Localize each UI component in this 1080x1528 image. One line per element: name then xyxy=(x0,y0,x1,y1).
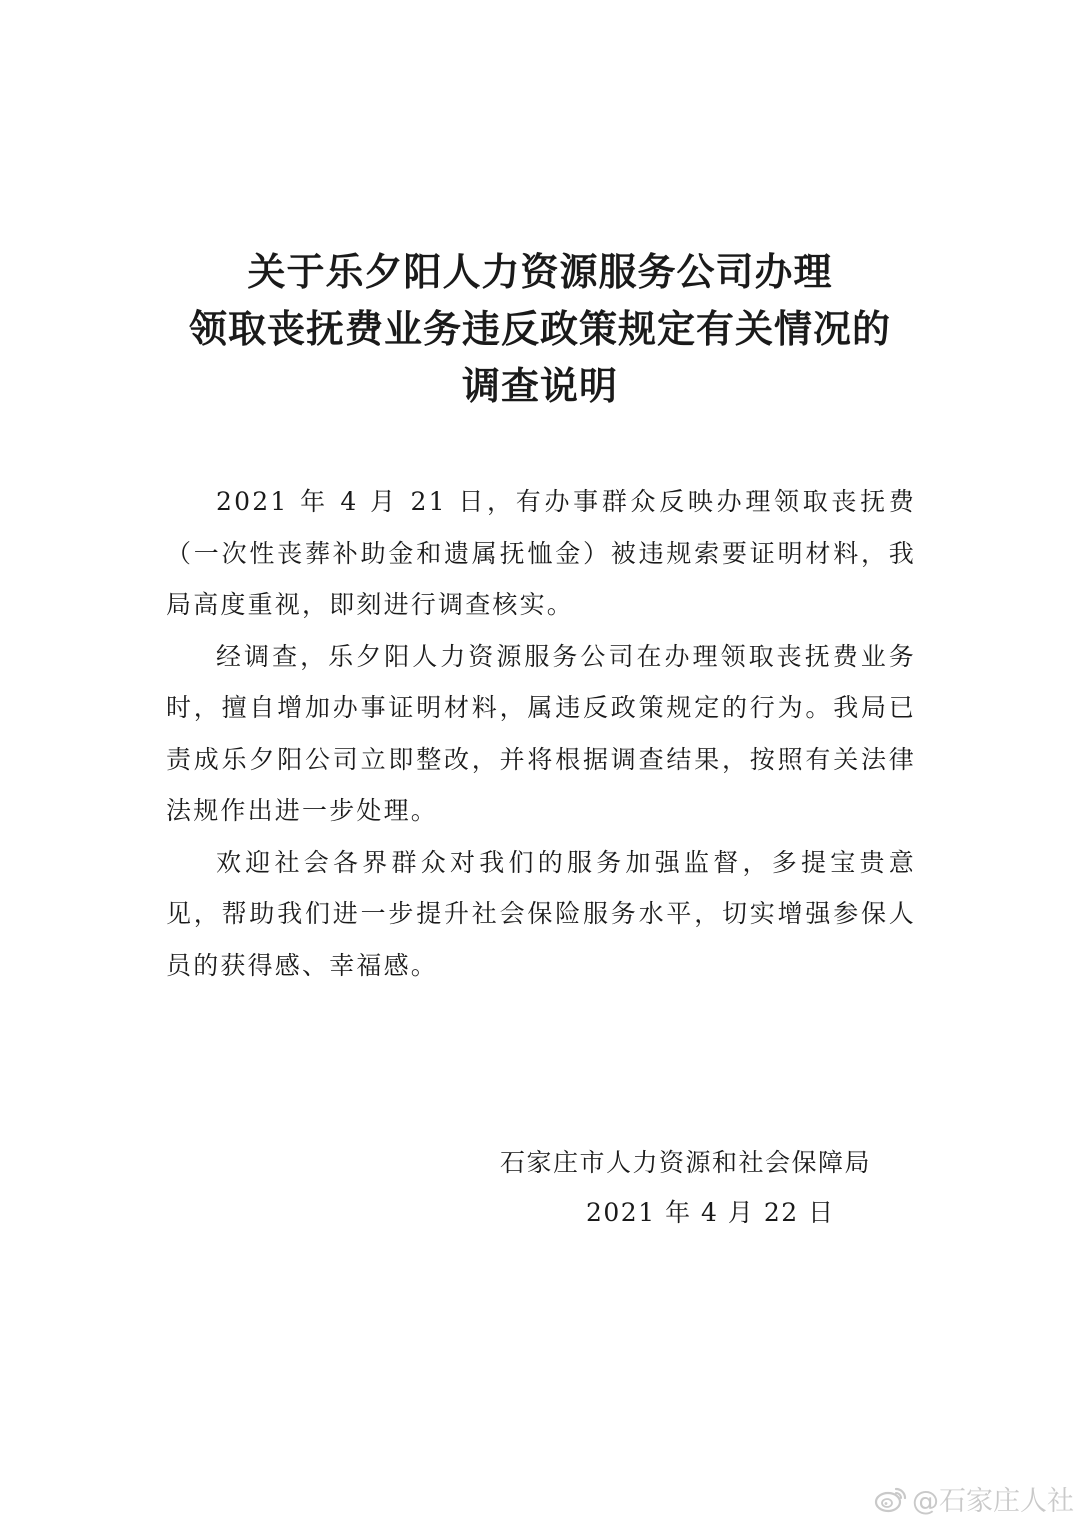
paragraph-report: 2021 年 4 月 21 日，有办事群众反映办理领取丧抚费（一次性丧葬补助金和遗属抚恤金）被违规索要证明材料，我局高度重视，即刻进行调查核实。 xyxy=(166,487,916,619)
title-line-3: 调查说明 xyxy=(461,364,618,408)
document-body xyxy=(166,476,916,991)
signature-organization: 石家庄市人力资源和社会保障局 xyxy=(500,1148,872,1177)
document-title xyxy=(0,244,1080,415)
paragraph-welcome: 欢迎社会各界群众对我们的服务加强监督，多提宝贵意见，帮助我们进一步提升社会保险服务水平，切实增强参保人员的获得感、幸福感。 xyxy=(166,847,916,980)
paragraph-findings: 经调查，乐夕阳人力资源服务公司在办理领取丧抚费业务时，擅自增加办事证明材料，属违反政策规定的行为。我局已责成乐夕阳公司立即整改，并将根据调查结果，按照有关法律法规作出进一步处理。 xyxy=(166,641,916,825)
title-line-2: 领取丧抚费业务违反政策规定有关情况的 xyxy=(188,307,891,351)
watermark-text: @石家庄人社 xyxy=(912,1486,1074,1517)
signature-date: 2021 年 4 月 22 日 xyxy=(586,1198,835,1227)
signature-block xyxy=(470,1138,930,1238)
title-line-1: 关于乐夕阳人力资源服务公司办理 xyxy=(247,250,833,294)
weibo-icon xyxy=(874,1485,908,1513)
weibo-watermark xyxy=(874,1479,1074,1518)
